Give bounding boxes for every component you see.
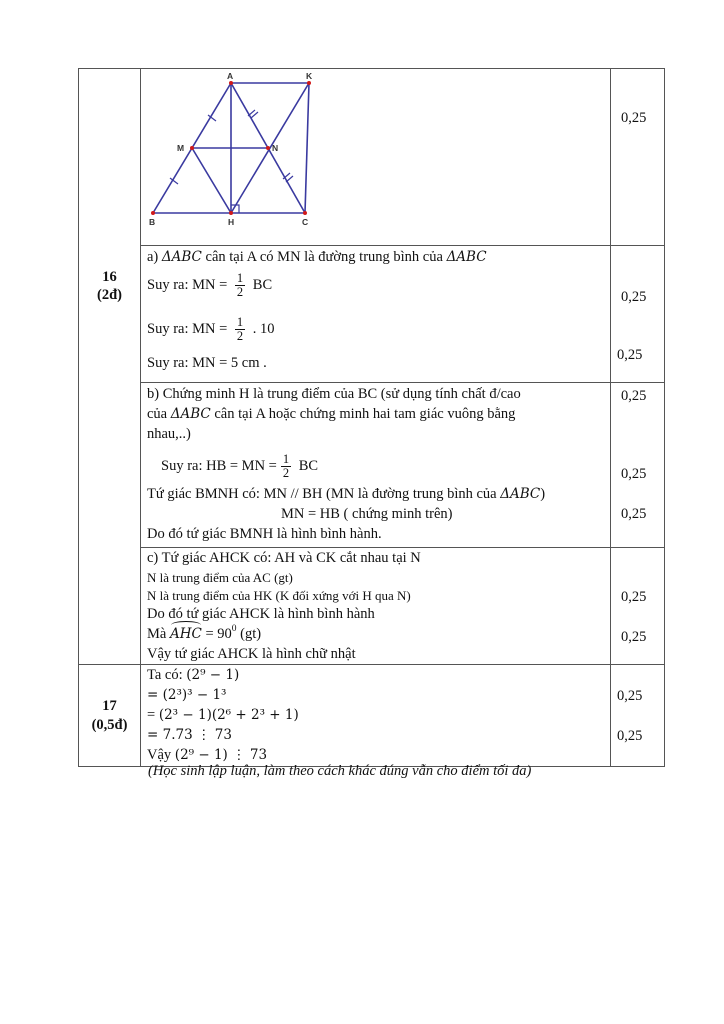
score-cell bbox=[611, 69, 665, 246]
angle-arc: AHC bbox=[169, 626, 202, 642]
score: 0,25 bbox=[617, 688, 643, 704]
label-h: H bbox=[228, 217, 235, 227]
q17-line-5: Vậy (2⁹ − 1) ⋮ 73 bbox=[147, 747, 268, 763]
question-17-content bbox=[141, 665, 611, 767]
part-b-cell bbox=[141, 383, 611, 548]
part-a-line-2: Suy ra: MN = $\frac{1}{2}$ BC bbox=[147, 271, 273, 299]
segment-kc bbox=[305, 83, 309, 213]
score: 0,25 bbox=[617, 728, 643, 744]
part-b-line-1: b) Chứng minh H là trung điểm của BC (sử dụng tính chất đ/cao bbox=[147, 386, 521, 402]
q-cell-empty bbox=[79, 69, 141, 246]
question-points: (2đ) bbox=[97, 286, 122, 303]
part-a-cell bbox=[141, 246, 611, 383]
part-b-line-4: Suy ra: HB = MN = $\frac{1}{2}$ BC bbox=[161, 452, 319, 480]
score-cell bbox=[611, 548, 665, 665]
score: 0,25 bbox=[621, 506, 647, 522]
figure-cell bbox=[141, 69, 611, 246]
part-c-line-1: c) Tứ giác AHCK có: AH và CK cắt nhau tại N bbox=[147, 550, 421, 566]
score: 0,25 bbox=[621, 589, 647, 605]
fraction: $\frac{1}{2}$ bbox=[236, 315, 244, 343]
part-c-row bbox=[79, 548, 665, 665]
question-number: 17 bbox=[102, 698, 117, 715]
q17-line-4: = 7.73 ⋮ 73 bbox=[147, 727, 232, 743]
question-17-cell bbox=[79, 665, 141, 767]
label-m: M bbox=[177, 143, 185, 153]
segment-mh bbox=[192, 148, 231, 213]
part-b-line-6: MN = HB ( chứng minh trên) bbox=[281, 506, 453, 522]
question-16-cell bbox=[79, 246, 141, 665]
question-points: (0,5đ) bbox=[91, 716, 128, 733]
label-k: K bbox=[306, 71, 313, 81]
score-cell bbox=[611, 246, 665, 383]
question-17-row bbox=[79, 665, 665, 767]
part-a-line-4: Suy ra: MN = 5 cm . bbox=[147, 355, 267, 371]
score: 0,25 bbox=[621, 466, 647, 482]
score: 0,25 bbox=[621, 388, 647, 404]
q17-line-3: = (2³ − 1)(2⁶ + 2³ + 1) bbox=[147, 707, 299, 723]
figure-row bbox=[79, 69, 665, 246]
part-b-line-2: của ΔABC cân tại A hoặc chứng minh hai tam giác vuông bằng bbox=[147, 406, 516, 422]
part-b-line-3: nhau,..) bbox=[147, 426, 191, 442]
label-n: N bbox=[272, 143, 279, 153]
footer-note: (Học sinh lập luận, làm theo cách khác đúng vẫn cho điểm tối đa) bbox=[148, 763, 532, 779]
label-a: A bbox=[227, 71, 234, 81]
score-cell bbox=[611, 665, 665, 767]
part-b-line-7: Do đó tứ giác BMNH là hình bình hành. bbox=[147, 526, 382, 542]
fraction: $\frac{1}{2}$ bbox=[236, 271, 244, 299]
part-a-line-3: Suy ra: MN = $\frac{1}{2}$ . 10 bbox=[147, 315, 275, 343]
fraction: $\frac{1}{2}$ bbox=[282, 452, 290, 480]
score: 0,25 bbox=[621, 110, 647, 126]
part-b-line-5: Tứ giác BMNH có: MN // BH (MN là đường trung bình của ΔABC) bbox=[147, 486, 546, 502]
part-a-row bbox=[79, 246, 665, 383]
question-number: 16 bbox=[102, 268, 117, 285]
score-cell bbox=[611, 383, 665, 548]
part-c-line-4: Do đó tứ giác AHCK là hình bình hành bbox=[147, 606, 375, 622]
label-b: B bbox=[149, 217, 156, 227]
part-c-line-5: Mà AHC = $90^0$ (gt) bbox=[147, 624, 262, 642]
q17-line-1: Ta có: (2⁹ − 1) bbox=[147, 667, 240, 683]
answer-table bbox=[78, 68, 665, 767]
part-c-line-3: N là trung điểm của HK (K đối xứng với H qua N) bbox=[147, 588, 411, 603]
part-c-cell bbox=[141, 548, 611, 665]
label-c: C bbox=[302, 217, 309, 227]
q17-line-2: = (2³)³ − 1³ bbox=[147, 687, 227, 703]
part-a-line-1: a) ΔABC cân tại A có MN là đường trung bình của ΔABC bbox=[147, 249, 487, 265]
part-b-row bbox=[79, 383, 665, 548]
part-c-line-6: Vậy tứ giác AHCK là hình chữ nhật bbox=[147, 646, 356, 662]
part-c-line-2: N là trung điểm của AC (gt) bbox=[147, 570, 293, 585]
score: 0,25 bbox=[621, 629, 647, 645]
score: 0,25 bbox=[621, 289, 647, 305]
score: 0,25 bbox=[617, 347, 643, 363]
geometry-figure bbox=[145, 71, 325, 241]
